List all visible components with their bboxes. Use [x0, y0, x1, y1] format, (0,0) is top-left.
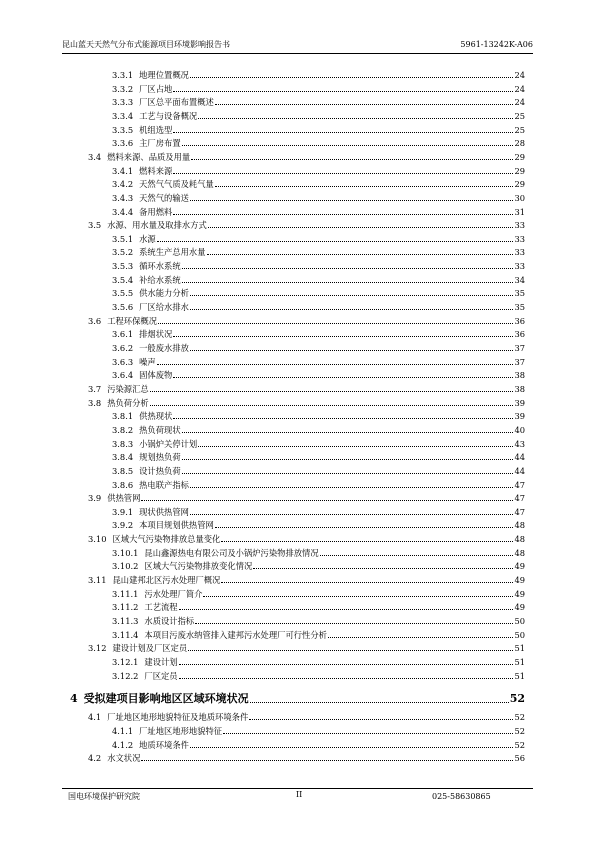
toc-entry-title: 本项目污废水纳管排入建邦污水处理厂可行性分析: [144, 629, 327, 640]
toc-entry-number: 3.9.2: [112, 520, 134, 531]
toc-entry[interactable]: [88, 220, 525, 231]
toc-entry-page: 29: [514, 165, 525, 176]
toc-leader-dots: [190, 487, 514, 488]
toc-entry-page: 25: [514, 124, 525, 135]
toc-entry-title: 热负荷分析: [107, 397, 149, 408]
toc-leader-dots: [188, 650, 513, 651]
toc-leader-dots: [221, 582, 513, 583]
toc-leader-dots: [250, 702, 509, 703]
toc-leader-dots: [328, 637, 514, 638]
toc-entry-page: 49: [514, 602, 525, 613]
toc-entry-number: 4: [70, 692, 78, 706]
toc-entry-title: 燃料来源: [139, 165, 173, 176]
toc-entry-number: 3.11.2: [112, 602, 139, 613]
toc-entry[interactable]: [88, 575, 525, 586]
toc-entry-number: 3.8.2: [112, 424, 134, 435]
toc-entry-page: 24: [514, 70, 525, 80]
toc-entry-page: 35: [514, 302, 525, 313]
toc-leader-dots: [141, 760, 513, 761]
toc-leader-dots: [198, 446, 513, 447]
page-header: [62, 38, 533, 52]
toc-entry-page: 49: [514, 561, 525, 572]
toc-entry-title: 水源、用水量及取排水方式: [107, 220, 207, 231]
toc-chapter-entry[interactable]: [70, 692, 525, 706]
toc-entry-title: 小锅炉关停计划: [139, 438, 198, 449]
toc-leader-dots: [173, 91, 513, 92]
toc-entry-number: 3.8.3: [112, 438, 134, 449]
toc-entry-number: 3.8.4: [112, 452, 134, 463]
toc-entry-title: 循环水系统: [139, 261, 181, 272]
toc-entry-title: 主厂房布置: [139, 138, 181, 149]
toc-entry-number: 3.4.3: [112, 192, 134, 203]
toc-entry-page: 47: [514, 493, 525, 504]
toc-leader-dots: [173, 418, 513, 419]
toc-entry[interactable]: [112, 616, 525, 627]
toc-entry-number: 3.3.5: [112, 124, 134, 135]
toc-leader-dots: [190, 514, 514, 515]
toc-leader-dots: [173, 336, 513, 337]
footer-page-number: II: [296, 790, 303, 799]
toc-entry-page: 39: [514, 397, 525, 408]
toc-entry-title: 天然气气质及耗气量: [139, 179, 214, 190]
toc-entry-number: 4.1: [88, 712, 102, 723]
toc-entry[interactable]: [112, 630, 525, 641]
toc-entry-page: 38: [514, 370, 525, 381]
toc-leader-dots: [179, 609, 514, 610]
toc-entry[interactable]: [112, 261, 525, 272]
toc-entry-page: 52: [514, 712, 525, 723]
toc-leader-dots: [249, 719, 513, 720]
toc-entry-number: 3.9: [88, 493, 102, 504]
footer-phone: 025-58630865: [432, 792, 491, 801]
toc-entry-number: 3.11.4: [112, 629, 139, 640]
toc-entry[interactable]: [88, 316, 525, 327]
toc-entry[interactable]: [112, 329, 525, 340]
header-rule: [62, 53, 533, 54]
toc-leader-dots: [190, 747, 514, 748]
toc-entry-page: 39: [514, 411, 525, 422]
toc-entry-number: 3.6.4: [112, 370, 134, 381]
toc-entry[interactable]: [112, 97, 525, 108]
toc-entry-title: 水源: [139, 233, 156, 244]
toc-entry-number: 3.3.4: [112, 110, 134, 121]
toc-entry-title: 厂区给水排水: [139, 302, 189, 313]
toc-entry-page: 49: [514, 588, 525, 599]
toc-leader-dots: [215, 104, 514, 105]
toc-leader-dots: [195, 623, 513, 624]
header-document-code: 5961-13242K-A06: [460, 40, 533, 49]
toc-entry-number: 3.5.2: [112, 247, 134, 258]
toc-entry[interactable]: [88, 152, 525, 163]
toc-entry[interactable]: [88, 753, 525, 764]
toc-entry-page: 30: [514, 192, 525, 203]
toc-entry-title: 热负荷现状: [139, 424, 181, 435]
toc-leader-dots: [190, 200, 514, 201]
toc-entry-title: 供热现状: [139, 411, 173, 422]
toc-entry-page: 37: [514, 343, 525, 353]
toc-entry[interactable]: [112, 207, 525, 218]
toc-entry-page: 47: [514, 479, 525, 490]
toc-entry-title: 备用燃料: [139, 206, 173, 217]
toc-entry-number: 3.6.1: [112, 329, 134, 340]
toc-entry-page: 48: [514, 534, 525, 545]
toc-entry-number: 3.6: [88, 315, 102, 326]
toc-leader-dots: [173, 132, 513, 133]
toc-entry-title: 设计热负荷: [139, 465, 181, 476]
toc-entry-title: 机组选型: [139, 124, 173, 135]
toc-entry[interactable]: [112, 84, 525, 95]
toc-entry-title: 一般废水排放: [139, 343, 189, 353]
toc-entry-number: 3.9.1: [112, 506, 134, 517]
toc-leader-dots: [208, 227, 514, 228]
toc-entry-page: 52: [514, 739, 525, 750]
toc-leader-dots: [223, 733, 513, 734]
toc-entry-title: 系统生产总用水量: [139, 247, 206, 258]
toc-entry-title: 工艺与设备概况: [139, 110, 198, 121]
toc-entry-page: 29: [514, 179, 525, 190]
toc-entry-title: 燃料来源、品质及用量: [107, 151, 191, 162]
toc-entry[interactable]: [112, 480, 525, 491]
toc-leader-dots: [179, 664, 514, 665]
toc-entry-number: 3.10: [88, 534, 107, 545]
toc-entry-page: 40: [514, 424, 525, 435]
toc-entry-title: 现状供热管网: [139, 506, 189, 517]
toc-entry[interactable]: [112, 70, 525, 81]
toc-entry-number: 3.3.2: [112, 83, 134, 94]
toc-entry[interactable]: [88, 643, 525, 654]
toc-entry[interactable]: [112, 602, 525, 613]
toc-leader-dots: [190, 77, 514, 78]
toc-leader-dots: [182, 432, 514, 433]
toc-entry-page: 35: [514, 288, 525, 299]
toc-entry-number: 3.10.1: [112, 547, 139, 558]
toc-entry-page: 51: [514, 643, 525, 654]
toc-entry[interactable]: [112, 370, 525, 381]
toc-entry[interactable]: [112, 411, 525, 422]
toc-entry-number: 3.12: [88, 643, 107, 654]
toc-leader-dots: [253, 568, 513, 569]
toc-entry-title: 本项目规划供热管网: [139, 520, 214, 531]
toc-entry-title: 排烟状况: [139, 329, 173, 340]
toc-entry-number: 3.12.2: [112, 670, 139, 681]
toc-entry-title: 固体废物: [139, 370, 173, 381]
toc-entry-title: 厂址地区地形地貌特征: [139, 725, 223, 736]
toc-entry-number: 3.3.1: [112, 70, 134, 80]
toc-entry-page: 33: [514, 261, 525, 272]
toc-entry-page: 43: [514, 438, 525, 449]
toc-entry-page: 34: [514, 274, 525, 285]
toc-entry-title: 工艺流程: [144, 602, 178, 613]
toc-leader-dots: [198, 118, 513, 119]
page-footer: [62, 790, 533, 804]
toc-entry-title: 建设计划及厂区定员: [112, 643, 188, 654]
toc-entry-number: 3.12.1: [112, 656, 139, 667]
toc-entry[interactable]: [88, 398, 525, 409]
toc-entry-page: 52: [509, 692, 525, 706]
toc-entry-title: 供热管网: [107, 493, 141, 504]
toc-entry[interactable]: [112, 343, 525, 354]
toc-entry-page: 24: [514, 83, 525, 94]
toc-entry-page: 25: [514, 110, 525, 121]
toc-leader-dots: [191, 159, 513, 160]
toc-entry-title: 昆山鑫源热电有限公司及小锅炉污染物排放情况: [144, 547, 319, 558]
toc-entry[interactable]: [112, 234, 525, 245]
toc-entry[interactable]: [112, 193, 525, 204]
toc-leader-dots: [215, 186, 514, 187]
toc-entry-number: 3.5.6: [112, 302, 134, 313]
toc-entry-page: 44: [514, 465, 525, 476]
toc-leader-dots: [182, 473, 514, 474]
toc-entry-number: 3.4.2: [112, 179, 134, 190]
toc-entry-number: 3.3.3: [112, 97, 134, 108]
toc-entry-title: 区域大气污染物排放变化情况: [144, 561, 253, 572]
toc-leader-dots: [207, 254, 514, 255]
toc-entry-page: 44: [514, 452, 525, 463]
toc-entry-page: 36: [514, 315, 525, 326]
toc-entry-number: 3.8.6: [112, 479, 134, 490]
toc-entry-title: 污水处理厂简介: [144, 588, 203, 599]
toc-leader-dots: [203, 596, 513, 597]
toc-entry-number: 3.8: [88, 397, 102, 408]
toc-entry-number: 3.5.4: [112, 274, 134, 285]
toc-leader-dots: [190, 295, 514, 296]
toc-leader-dots: [182, 282, 514, 283]
toc-leader-dots: [320, 555, 514, 556]
toc-entry-number: 3.10.2: [112, 561, 139, 572]
toc-entry-number: 3.4.1: [112, 165, 134, 176]
toc-entry-title: 污染源汇总: [107, 383, 149, 394]
toc-entry-number: 3.11.1: [112, 588, 139, 599]
toc-entry[interactable]: [112, 288, 525, 299]
toc-entry-number: 3.7: [88, 383, 102, 394]
toc-entry-title: 地理位置概况: [139, 70, 189, 80]
toc-entry-title: 工程环保概况: [107, 315, 157, 326]
toc-leader-dots: [158, 323, 513, 324]
toc-leader-dots: [173, 214, 513, 215]
toc-entry[interactable]: [112, 111, 525, 122]
toc-entry[interactable]: [112, 138, 525, 149]
toc-entry[interactable]: [112, 439, 525, 450]
toc-entry[interactable]: [112, 507, 525, 518]
toc-entry[interactable]: [112, 425, 525, 436]
toc-entry-number: 3.3.6: [112, 138, 134, 149]
toc-entry-title: 厂址地区地形地貌特征及地质环境条件: [107, 712, 249, 723]
toc-leader-dots: [157, 364, 514, 365]
toc-entry-title: 建设计划: [144, 656, 178, 667]
toc-leader-dots: [182, 145, 514, 146]
toc-entry-number: 3.5: [88, 220, 102, 231]
toc-entry-page: 56: [514, 753, 525, 764]
toc-entry-title: 水质设计指标: [144, 616, 195, 626]
toc-entry-number: 3.11: [88, 575, 107, 586]
toc-entry-number: 3.5.1: [112, 233, 134, 244]
toc-entry-page: 38: [514, 383, 525, 394]
toc-entry-title: 受拟建项目影响地区区域环境状况: [83, 692, 249, 706]
toc-entry-page: 51: [514, 670, 525, 681]
toc-entry-page: 33: [514, 247, 525, 258]
toc-entry-number: 3.11.3: [112, 616, 139, 626]
toc-entry-number: 4.1.2: [112, 739, 134, 750]
toc-entry[interactable]: [88, 493, 525, 504]
toc-entry[interactable]: [112, 179, 525, 190]
footer-institute: 国电环境保护研究院: [68, 792, 140, 801]
toc-entry-title: 厂区占地: [139, 83, 173, 94]
toc-entry[interactable]: [112, 275, 525, 286]
toc-entry-page: 51: [514, 656, 525, 667]
toc-entry[interactable]: [112, 548, 525, 559]
toc-entry-page: 36: [514, 329, 525, 340]
toc-entry[interactable]: [112, 589, 525, 600]
toc-entry-title: 供水能力分析: [139, 288, 189, 299]
toc-entry[interactable]: [112, 671, 525, 682]
toc-entry-title: 噪声: [139, 356, 156, 367]
toc-entry-page: 50: [514, 616, 525, 626]
toc-entry-number: 3.5.3: [112, 261, 134, 272]
toc-entry-page: 33: [514, 220, 525, 231]
toc-entry-number: 3.6.2: [112, 343, 134, 353]
toc-entry-page: 28: [514, 138, 525, 149]
toc-leader-dots: [215, 527, 514, 528]
toc-leader-dots: [179, 678, 514, 679]
toc-entry-page: 50: [514, 629, 525, 640]
toc-entry-title: 热电联产指标: [139, 479, 189, 490]
toc-entry-page: 31: [514, 206, 525, 217]
toc-entry[interactable]: [112, 520, 525, 531]
toc-entry-title: 区域大气污染物排放总量变化: [112, 534, 221, 545]
toc-entry-page: 48: [514, 547, 525, 558]
toc-entry-page: 33: [514, 233, 525, 244]
toc-leader-dots: [150, 391, 514, 392]
toc-entry[interactable]: [112, 657, 525, 668]
toc-entry-number: 3.4: [88, 151, 102, 162]
toc-entry[interactable]: [112, 247, 525, 258]
toc-entry-number: 3.8.1: [112, 411, 134, 422]
toc-entry-title: 天然气的输送: [139, 192, 189, 203]
toc-entry-page: 49: [514, 575, 525, 586]
toc-entry[interactable]: [88, 384, 525, 395]
toc-entry-page: 29: [514, 151, 525, 162]
toc-entry-title: 厂区定员: [144, 670, 178, 681]
header-document-title: 昆山蓝天天然气分布式能源项目环境影响报告书: [62, 40, 230, 49]
toc-entry[interactable]: [112, 726, 525, 737]
toc-entry-page: 48: [514, 520, 525, 531]
toc-entry-page: 37: [514, 356, 525, 367]
toc-leader-dots: [182, 459, 514, 460]
toc-entry-number: 3.6.3: [112, 356, 134, 367]
toc-leader-dots: [190, 309, 514, 310]
toc-entry-title: 昆山建邦北区污水处理厂概况: [112, 575, 221, 586]
toc-leader-dots: [221, 541, 513, 542]
toc-leader-dots: [157, 241, 514, 242]
toc-entry-number: 3.8.5: [112, 465, 134, 476]
toc-entry[interactable]: [112, 561, 525, 572]
toc-entry[interactable]: [112, 466, 525, 477]
toc-entry[interactable]: [112, 357, 525, 368]
toc-entry-title: 厂区总平面布置概述: [139, 97, 214, 108]
toc-entry-number: 3.5.5: [112, 288, 134, 299]
toc-entry-title: 地质环境条件: [139, 739, 189, 750]
toc-leader-dots: [150, 405, 514, 406]
toc-entry-page: 52: [514, 725, 525, 736]
toc-entry[interactable]: [112, 125, 525, 136]
toc-leader-dots: [173, 377, 513, 378]
toc-entry-number: 3.4.4: [112, 206, 134, 217]
toc-entry-number: 4.2: [88, 753, 102, 764]
toc-entry-page: 24: [514, 97, 525, 108]
toc-entry[interactable]: [112, 302, 525, 313]
toc-entry[interactable]: [112, 740, 525, 751]
toc-entry-title: 水文状况: [107, 753, 141, 764]
toc-entry[interactable]: [88, 534, 525, 545]
toc-entry-number: 4.1.1: [112, 725, 134, 736]
toc-entry-page: 47: [514, 506, 525, 517]
toc-entry[interactable]: [112, 452, 525, 463]
toc-leader-dots: [190, 350, 514, 351]
toc-entry[interactable]: [112, 166, 525, 177]
toc-entry[interactable]: [88, 712, 525, 723]
toc-leader-dots: [173, 173, 513, 174]
toc-leader-dots: [182, 268, 514, 269]
toc-entry-title: 补给水系统: [139, 274, 181, 285]
toc-leader-dots: [141, 500, 513, 501]
toc-entry-title: 规划热负荷: [139, 452, 181, 463]
